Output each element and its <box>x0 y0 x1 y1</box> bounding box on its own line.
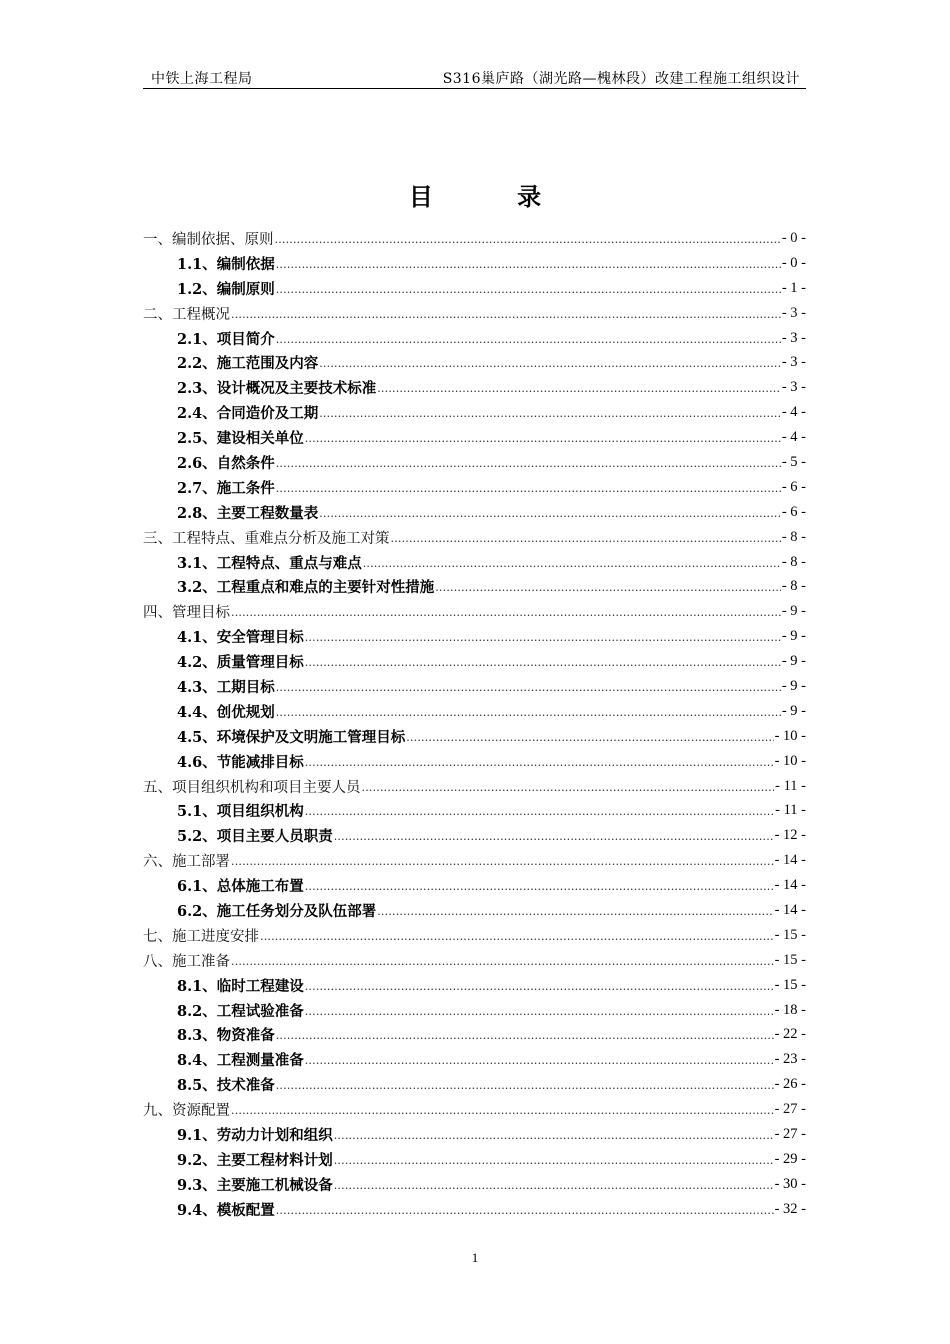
toc-entry-page: - 10 - <box>774 752 806 769</box>
toc-entry-page: - 10 - <box>774 727 806 744</box>
toc-subsection-entry[interactable] <box>143 998 806 1023</box>
toc-entry-page: - 29 - <box>774 1150 806 1167</box>
toc-entry-label: 5.1、项目组织机构 <box>177 803 304 821</box>
toc-leader-dots <box>391 532 781 545</box>
toc-subsection-entry[interactable] <box>143 1122 806 1147</box>
toc-entry-page: - 3 - <box>781 304 806 321</box>
toc-entry-label: 七、施工进度安排 <box>143 928 259 945</box>
toc-subsection-entry[interactable] <box>143 475 806 500</box>
header-organization: 中铁上海工程局 <box>151 71 253 87</box>
toc-section-entry[interactable] <box>143 1097 806 1122</box>
toc-entry-page: - 6 - <box>781 503 806 520</box>
toc-entry-label: 2.8、主要工程数量表 <box>177 504 319 522</box>
toc-entry-label: 2.1、项目简介 <box>177 330 275 348</box>
toc-entry-label: 9.2、主要工程材料计划 <box>177 1151 333 1169</box>
toc-leader-dots <box>231 1104 774 1117</box>
toc-entry-page: - 8 - <box>781 528 806 545</box>
toc-leader-dots <box>319 357 781 370</box>
toc-leader-dots <box>377 905 773 918</box>
toc-entry-label: 1.1、编制依据 <box>177 255 275 273</box>
toc-entry-page: - 0 - <box>781 229 806 246</box>
toc-title: 目 录 <box>408 183 580 211</box>
toc-leader-dots <box>363 557 781 570</box>
toc-entry-page: - 14 - <box>774 852 806 869</box>
toc-leader-dots <box>305 1005 774 1018</box>
toc-leader-dots <box>319 507 781 520</box>
toc-leader-dots <box>231 308 781 321</box>
toc-entry-page: - 1 - <box>781 279 806 296</box>
toc-leader-dots <box>305 631 781 644</box>
toc-leader-dots <box>231 855 774 868</box>
toc-leader-dots <box>305 1054 774 1067</box>
toc-leader-dots <box>334 830 774 843</box>
toc-entry-label: 一、编制依据、原则 <box>143 231 274 248</box>
toc-leader-dots <box>305 432 781 445</box>
toc-entry-page: - 11 - <box>775 802 806 819</box>
toc-leader-dots <box>231 955 774 968</box>
toc-entry-page: - 0 - <box>781 254 806 271</box>
toc-subsection-entry[interactable] <box>143 276 806 301</box>
toc-entry-label: 8.2、工程试验准备 <box>177 1002 304 1020</box>
toc-subsection-entry[interactable] <box>143 1197 806 1222</box>
toc-entry-page: - 15 - <box>774 976 806 993</box>
toc-subsection-entry[interactable] <box>143 873 806 898</box>
toc-entry-label: 4.3、工期目标 <box>177 678 275 696</box>
toc-entry-page: - 9 - <box>781 628 806 645</box>
toc-entry-label: 二、工程概况 <box>143 306 230 323</box>
toc-entry-page: - 8 - <box>781 553 806 570</box>
toc-entry-label: 4.4、创优规划 <box>177 703 275 721</box>
toc-entry-page: - 22 - <box>774 1026 806 1043</box>
toc-entry-label: 六、施工部署 <box>143 854 230 871</box>
toc-subsection-entry[interactable] <box>143 550 806 575</box>
toc-leader-dots <box>276 258 781 271</box>
toc-entry-page: - 3 - <box>781 354 806 371</box>
toc-subsection-entry[interactable] <box>143 326 806 351</box>
toc-leader-dots <box>276 283 781 296</box>
toc-leader-dots <box>334 1179 774 1192</box>
toc-subsection-entry[interactable] <box>143 400 806 425</box>
toc-entry-page: - 23 - <box>774 1051 806 1068</box>
toc-entry-page: - 32 - <box>774 1200 806 1217</box>
toc-entry-page: - 4 - <box>781 429 806 446</box>
toc-section-entry[interactable] <box>143 301 806 326</box>
toc-subsection-entry[interactable] <box>143 699 806 724</box>
toc-subsection-entry[interactable] <box>143 425 806 450</box>
toc-leader-dots <box>276 1029 774 1042</box>
toc-entry-label: 三、工程特点、重难点分析及施工对策 <box>143 530 390 547</box>
page-header <box>143 66 806 89</box>
toc-section-entry[interactable] <box>143 948 806 973</box>
toc-entry-label: 3.2、工程重点和难点的主要针对性措施 <box>177 579 435 597</box>
toc-entry-label: 五、项目组织机构和项目主要人员 <box>143 779 361 796</box>
toc-entry-label: 9.3、主要施工机械设备 <box>177 1176 333 1194</box>
toc-subsection-entry[interactable] <box>143 251 806 276</box>
toc-subsection-entry[interactable] <box>143 724 806 749</box>
toc-section-entry[interactable] <box>143 848 806 873</box>
toc-entry-label: 2.6、自然条件 <box>177 454 275 472</box>
toc-leader-dots <box>276 457 781 470</box>
toc-entry-page: - 12 - <box>774 827 806 844</box>
toc-entry-label: 8.4、工程测量准备 <box>177 1052 304 1070</box>
toc-entry-label: 2.5、建设相关单位 <box>177 430 304 448</box>
toc-entry-label: 四、管理目标 <box>143 605 230 622</box>
toc-entry-page: - 5 - <box>781 453 806 470</box>
toc-entry-label: 2.3、设计概况及主要技术标准 <box>177 380 377 398</box>
toc-leader-dots <box>377 382 781 395</box>
toc-subsection-entry[interactable] <box>143 749 806 774</box>
toc-entry-page: - 26 - <box>774 1076 806 1093</box>
toc-leader-dots <box>435 581 781 594</box>
toc-entry-page: - 9 - <box>781 677 806 694</box>
toc-leader-dots <box>305 656 781 669</box>
toc-entry-label: 9.1、劳动力计划和组织 <box>177 1127 333 1144</box>
toc-leader-dots <box>275 233 781 246</box>
toc-leader-dots <box>305 756 774 769</box>
toc-entry-label: 5.2、项目主要人员职责 <box>177 828 333 846</box>
toc-subsection-entry[interactable] <box>143 500 806 525</box>
toc-section-entry[interactable] <box>143 599 806 624</box>
toc-entry-label: 1.2、编制原则 <box>177 280 275 298</box>
toc-entry-label: 4.6、节能减排目标 <box>177 753 304 771</box>
toc-leader-dots <box>276 1079 774 1092</box>
toc-leader-dots <box>305 880 774 893</box>
toc-subsection-entry[interactable] <box>143 1172 806 1197</box>
toc-subsection-entry[interactable] <box>143 674 806 699</box>
toc-leader-dots <box>305 805 774 818</box>
toc-entry-label: 九、资源配置 <box>143 1103 230 1120</box>
toc-subsection-entry[interactable] <box>143 1147 806 1172</box>
toc-subsection-entry[interactable] <box>143 649 806 674</box>
toc-subsection-entry[interactable] <box>143 574 806 599</box>
toc-leader-dots <box>276 681 781 694</box>
toc-entry-page: - 6 - <box>781 478 806 495</box>
toc-leader-dots <box>276 706 781 719</box>
toc-leader-dots <box>305 980 774 993</box>
toc-entry-label: 6.2、施工任务划分及队伍部署 <box>177 902 377 920</box>
toc-entry-label: 2.2、施工范围及内容 <box>177 355 319 373</box>
toc-entry-page: - 8 - <box>781 578 806 595</box>
toc-entry-label: 2.7、施工条件 <box>177 479 275 497</box>
toc-leader-dots <box>334 1154 774 1167</box>
toc-leader-dots <box>319 407 781 420</box>
toc-entry-page: - 18 - <box>774 1001 806 1018</box>
toc-entry-page: - 3 - <box>781 329 806 346</box>
toc-entry-label: 6.1、总体施工布置 <box>177 878 304 896</box>
toc-entry-label: 2.4、合同造价及工期 <box>177 405 319 423</box>
toc-leader-dots <box>362 781 775 794</box>
toc-entry-label: 3.1、工程特点、重点与难点 <box>177 554 362 572</box>
toc-subsection-entry[interactable] <box>143 798 806 823</box>
toc-entry-page: - 27 - <box>774 1126 806 1142</box>
toc-entry-page: - 15 - <box>774 926 806 943</box>
toc-leader-dots <box>276 1204 774 1217</box>
toc-entry-page: - 4 - <box>781 404 806 421</box>
toc-subsection-entry[interactable] <box>143 1072 806 1097</box>
toc-entry-page: - 27 - <box>774 1101 806 1118</box>
toc-section-entry[interactable] <box>143 923 806 948</box>
toc-subsection-entry[interactable] <box>143 350 806 375</box>
toc-subsection-entry[interactable] <box>143 450 806 475</box>
toc-entry-label: 4.5、环境保护及文明施工管理目标 <box>177 728 406 746</box>
toc-entry-page: - 11 - <box>775 777 806 794</box>
toc-section-entry[interactable] <box>143 774 806 799</box>
toc-entry-page: - 9 - <box>781 653 806 670</box>
toc-entry-label: 八、施工准备 <box>143 953 230 970</box>
toc-leader-dots <box>276 333 781 346</box>
toc-entry-page: - 14 - <box>774 877 806 894</box>
toc-entry-page: - 9 - <box>781 702 806 719</box>
toc-leader-dots <box>334 1129 774 1142</box>
table-of-contents <box>143 226 806 1222</box>
toc-subsection-entry[interactable] <box>143 1047 806 1072</box>
toc-entry-page: - 30 - <box>774 1175 806 1192</box>
toc-leader-dots <box>260 930 774 943</box>
toc-leader-dots <box>276 482 781 495</box>
toc-section-entry[interactable] <box>143 525 806 550</box>
toc-entry-label: 8.5、技术准备 <box>177 1077 275 1095</box>
toc-leader-dots <box>406 731 773 744</box>
toc-entry-page: - 14 - <box>774 901 806 918</box>
toc-entry-label: 9.4、模板配置 <box>177 1201 275 1219</box>
toc-subsection-entry[interactable] <box>143 973 806 998</box>
toc-section-entry[interactable] <box>143 226 806 251</box>
toc-entry-label: 4.2、质量管理目标 <box>177 654 304 672</box>
toc-subsection-entry[interactable] <box>143 375 806 400</box>
toc-subsection-entry[interactable] <box>143 624 806 649</box>
toc-subsection-entry[interactable] <box>143 823 806 848</box>
toc-subsection-entry[interactable] <box>143 898 806 923</box>
toc-entry-label: 8.3、物资准备 <box>177 1027 275 1045</box>
page-number: 1 <box>471 1250 479 1265</box>
header-document-title: S316巢庐路（湖光路—槐林段）改建工程施工组织设计 <box>442 71 800 87</box>
toc-entry-page: - 15 - <box>774 951 806 968</box>
toc-entry-label: 4.1、安全管理目标 <box>177 629 304 647</box>
toc-entry-page: - 9 - <box>781 603 806 620</box>
toc-entry-label: 8.1、临时工程建设 <box>177 977 304 995</box>
toc-subsection-entry[interactable] <box>143 1023 806 1048</box>
toc-entry-page: - 3 - <box>781 379 806 396</box>
toc-leader-dots <box>231 606 781 619</box>
